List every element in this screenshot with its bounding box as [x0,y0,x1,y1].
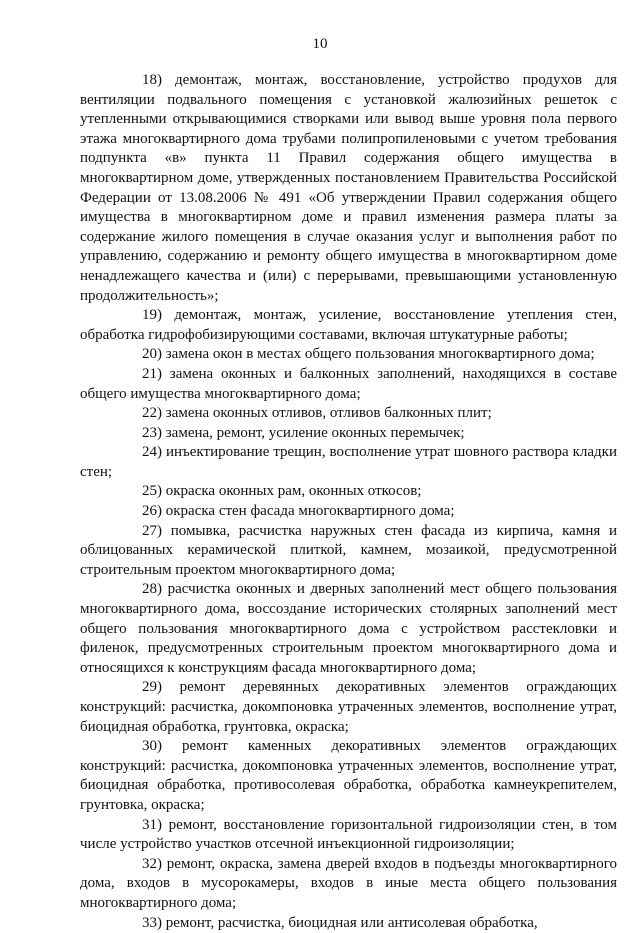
page-number: 10 [312,36,328,52]
list-item-21: 21) замена оконных и балконных заполнений, находящихся в составе общего имущества многоквартирного дома; [80,365,617,402]
list-item-29: 29) ремонт деревянных декоративных элементов ограждающих конструкций: расчистка, докомпоновка утраченных элементов, восполнение утрат, биоцидная обработка, грунтовка, окраска; [80,679,617,735]
list-item-18: 18) демонтаж, монтаж, восстановление, устройство продухов для вентиляции подвального помещения с установкой жалюзийных решеток с утепленными открывающимися створками или вывод выше уровня пола первого этажа многоквартирного дома трубами полипропиленовыми с учетом требования подпункта «в» пункта 11 Правил содержания общего имущества в многоквартирном доме, утвержденных постановлением Правительства Российской Федерации от 13.08.2006 № 491 «Об утверждении Правил содержания общего имущества в многоквартирном доме и правил изменения размера платы за содержание жилого помещения в случае оказания услуг и выполнения работ по управлению, содержанию и ремонту общего имущества в многоквартирном доме ненадлежащего качества и (или) с перерывами, превышающими установленную продолжительность»; [80,72,617,304]
list-item-32: 32) ремонт, окраска, замена дверей входов в подъезды многоквартирного дома, входов в мусорокамеры, входов в иные места общего пользования многоквартирного дома; [80,855,617,911]
list-item-30: 30) ремонт каменных декоративных элементов ограждающих конструкций: расчистка, докомпоновка утраченных элементов, восполнение утрат, биоцидная обработка, противосолевая обработка, обработка камнеукрепителем, грунтовка, окраска; [80,738,617,813]
list-item-31: 31) ремонт, восстановление горизонтальной гидроизоляции стен, в том числе устройство участков отсечной инъекционной гидроизоляции; [80,816,617,853]
list-item-28: 28) расчистка оконных и дверных заполнений мест общего пользования многоквартирного дома, воссоздание исторических столярных заполнений мест общего пользования многоквартирного дома с устройством расстекловки и филенок, предусмотренных строительным проектом многоквартирного дома и относящихся к конструкциям фасада многоквартирного дома; [80,581,617,676]
list-item-20: 20) замена окон в местах общего пользования многоквартирного дома; [142,346,595,363]
list-item-25: 25) окраска оконных рам, оконных откосов; [142,483,422,500]
list-item-22: 22) замена оконных отливов, отливов балконных плит; [142,405,492,422]
list-item-26: 26) окраска стен фасада многоквартирного дома; [142,503,455,520]
list-item-19: 19) демонтаж, монтаж, усиление, восстановление утепления стен, обработка гидрофобизирующими составами, включая штукатурные работы; [80,307,617,343]
list-item-24: 24) инъектирование трещин, восполнение утрат шовного раствора кладки стен; [80,444,617,480]
list-item-27: 27) помывка, расчистка наружных стен фасада из кирпича, камня и облицованных керамической плиткой, камнем, мозаикой, предусмотренной строительным проектом многоквартирного дома; [80,522,617,578]
list-item-33: 33) ремонт, расчистка, биоцидная или антисолевая обработка, [142,914,538,931]
document-body [80,71,617,933]
list-item-23: 23) замена, ремонт, усиление оконных перемычек; [142,424,465,441]
